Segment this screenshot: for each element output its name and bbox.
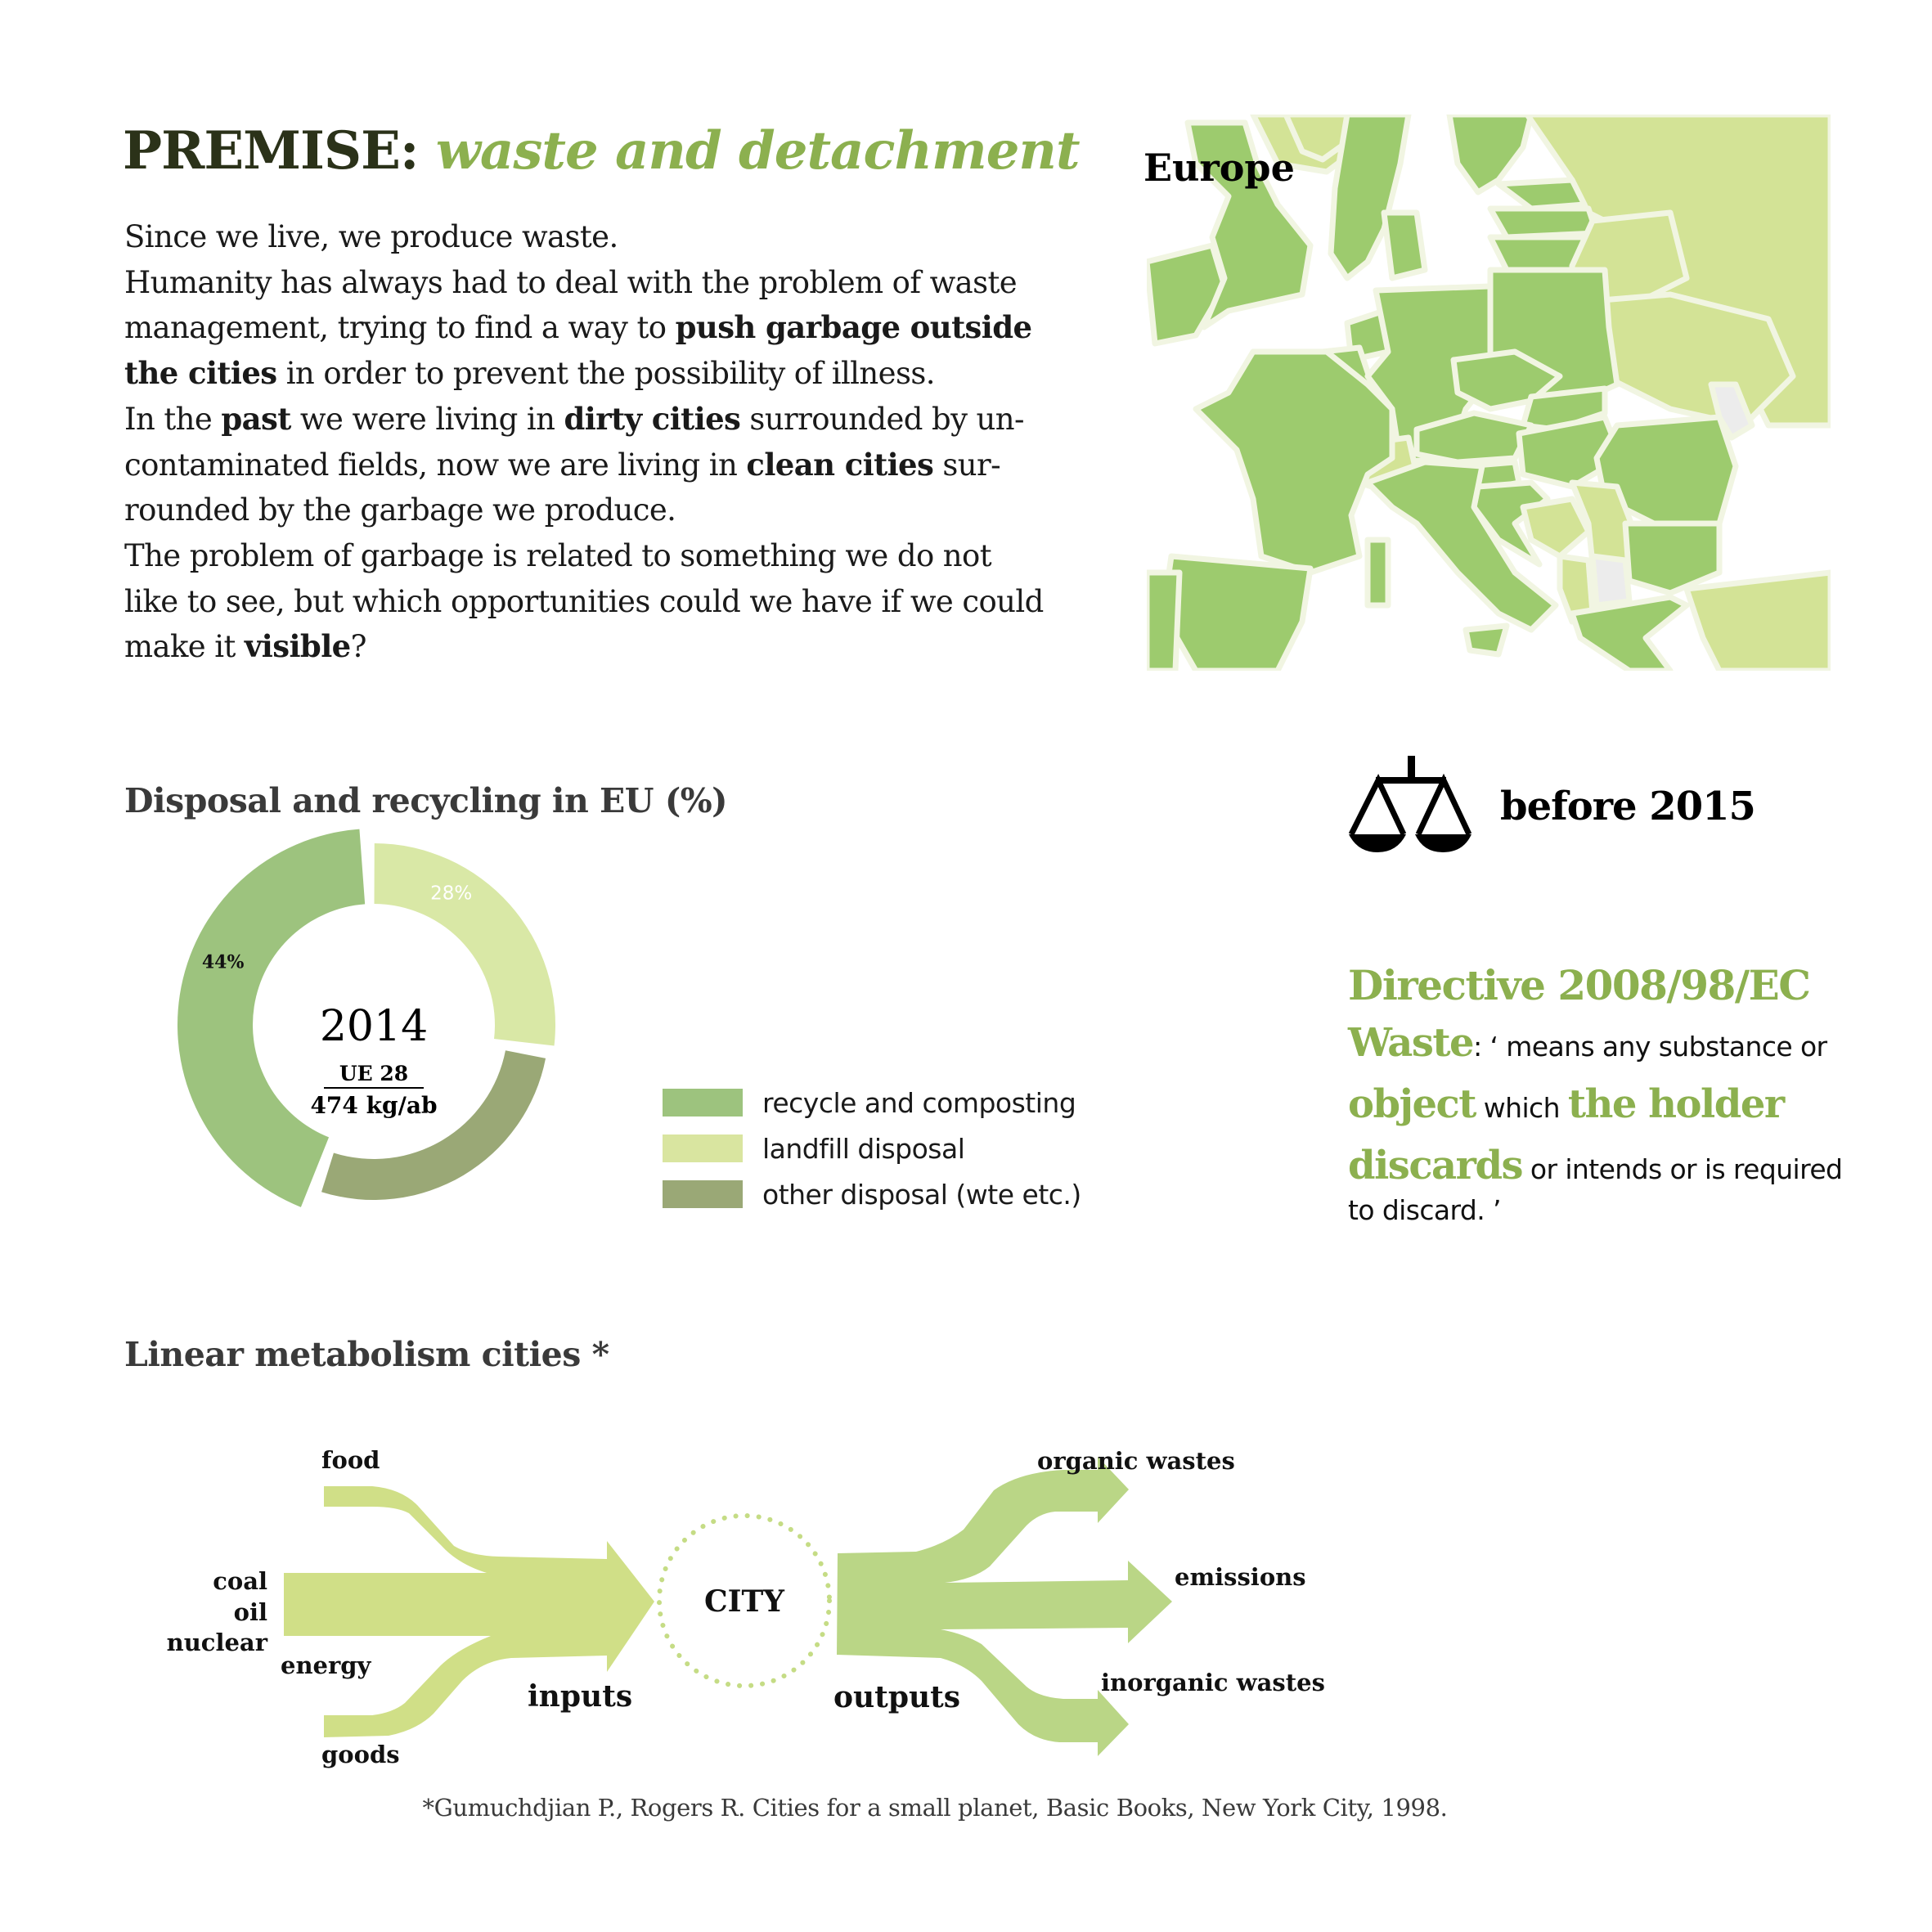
- legend-label: recycle and composting: [762, 1086, 1076, 1119]
- body-text: rounded by the garbage we produce.: [124, 492, 676, 528]
- body-text: In the: [124, 401, 222, 437]
- legend-item-recycle: [663, 1080, 1081, 1126]
- label-coal: coal: [213, 1567, 267, 1595]
- map-label: Europe: [1143, 146, 1295, 190]
- intro-line: [124, 487, 1130, 533]
- donut-data-label: 28%: [430, 883, 473, 905]
- disposal-donut-chart: [164, 818, 589, 1243]
- emphasis-text: push garbage outside: [675, 309, 1032, 346]
- linear-metabolism-diagram: [0, 1391, 1391, 1799]
- directive-title: Directive 2008/98/EC: [1348, 961, 1810, 1009]
- body-text: make it: [124, 629, 245, 665]
- label-outputs: outputs: [833, 1680, 961, 1714]
- label-city: CITY: [704, 1584, 784, 1619]
- label-inorganic-wastes: inorganic wastes: [1101, 1669, 1325, 1696]
- label-emissions: emissions: [1175, 1563, 1306, 1591]
- intro-paragraph: [124, 214, 1130, 670]
- map-country-turkey: [1687, 573, 1831, 671]
- definition-text: or intends or is required: [1522, 1153, 1843, 1185]
- body-text: in order to prevent the possibility of illness.: [276, 356, 935, 392]
- legend-label: landfill disposal: [762, 1132, 965, 1165]
- legend-item-landfill: [663, 1126, 1081, 1171]
- footnote-citation: *Gumuchdjian P., Rogers R. Cities for a small planet, Basic Books, New York City, 1998.: [422, 1794, 1448, 1822]
- legend-item-other: [663, 1171, 1081, 1217]
- definition-text: to discard. ’: [1348, 1194, 1501, 1226]
- intro-line: [124, 579, 1130, 625]
- body-text: management, trying to find a way to: [124, 310, 676, 346]
- page-title: [123, 115, 1080, 188]
- intro-line: [124, 533, 1130, 579]
- highlight-discards: discards: [1348, 1143, 1523, 1188]
- map-country-sardinia: [1368, 540, 1388, 605]
- directive-definition: [1348, 1014, 1921, 1228]
- donut-center-region: UE 28: [339, 1062, 409, 1085]
- body-text: like to see, but which opportunities could we have if we could: [124, 583, 1044, 619]
- body-text: contaminated fields, now we are living in: [124, 447, 747, 483]
- legend-swatch: [663, 1089, 743, 1117]
- map-country-portugal: [1147, 573, 1179, 671]
- emphasis-text: visible: [244, 628, 351, 665]
- definition-text: which: [1475, 1092, 1568, 1124]
- legend-swatch: [663, 1134, 743, 1162]
- intro-line: [124, 260, 1130, 306]
- title-suffix: waste and detachment: [435, 120, 1080, 182]
- label-food: food: [321, 1446, 380, 1474]
- label-oil: oil: [233, 1598, 267, 1626]
- intro-line: [124, 214, 1130, 260]
- intro-line: [124, 443, 1130, 488]
- intro-line: [124, 351, 1130, 397]
- highlight-object: object: [1348, 1081, 1476, 1127]
- chart-legend: [663, 1080, 1081, 1217]
- directive-block: [1348, 957, 1921, 1228]
- body-text: ?: [350, 629, 366, 665]
- label-goods: goods: [321, 1741, 400, 1768]
- legend-swatch: [663, 1180, 743, 1208]
- period-label: before 2015: [1500, 784, 1755, 829]
- intro-line: [124, 305, 1130, 351]
- donut-center-value: 474 kg/ab: [310, 1092, 438, 1119]
- label-inputs: inputs: [528, 1679, 633, 1714]
- donut-center-year: 2014: [319, 1002, 429, 1051]
- map-country-spain: [1163, 556, 1310, 671]
- highlight-holder: the holder: [1567, 1081, 1784, 1127]
- body-text: sur-: [933, 447, 1000, 483]
- disposal-chart-title: Disposal and recycling in EU (%): [124, 781, 728, 820]
- map-country-sicily: [1466, 626, 1507, 654]
- body-text: The problem of garbage is related to something we do not: [124, 537, 991, 573]
- body-text: Since we live, we produce waste.: [124, 219, 618, 254]
- body-text: surrounded by un-: [740, 401, 1024, 437]
- map-country-france: [1196, 352, 1392, 573]
- legend-label: other disposal (wte etc.): [762, 1178, 1081, 1211]
- europe-map: [1147, 115, 1831, 671]
- emphasis-text: clean cities: [746, 446, 934, 483]
- map-country-kosovo-macedonia: [1593, 556, 1629, 605]
- map-country-ireland: [1147, 245, 1224, 344]
- donut-data-label: 44%: [201, 951, 245, 973]
- emphasis-text: dirty cities: [564, 400, 741, 437]
- map-country-estonia: [1498, 180, 1584, 209]
- label-nuclear: nuclear: [166, 1629, 267, 1656]
- map-country-greece: [1572, 597, 1687, 671]
- title-prefix: PREMISE:: [123, 120, 419, 182]
- emphasis-text: past: [221, 400, 291, 437]
- map-country-denmark: [1384, 213, 1425, 278]
- map-country-latvia: [1490, 209, 1597, 237]
- balance-scale-icon: [1348, 756, 1472, 856]
- map-country-bulgaria: [1625, 523, 1719, 593]
- intro-line: [124, 624, 1130, 670]
- highlight-waste: Waste: [1348, 1020, 1474, 1066]
- definition-text: : ‘ means any substance or: [1473, 1031, 1827, 1063]
- map-country-bosnia: [1523, 499, 1588, 556]
- label-organic-wastes: organic wastes: [1037, 1447, 1235, 1475]
- label-energy: energy: [281, 1651, 371, 1679]
- emphasis-text: the cities: [124, 355, 277, 392]
- intro-line: [124, 397, 1130, 443]
- body-text: Humanity has always had to deal with the problem of waste: [124, 264, 1018, 300]
- body-text: we were living in: [290, 401, 564, 437]
- metabolism-title: Linear metabolism cities *: [124, 1335, 609, 1374]
